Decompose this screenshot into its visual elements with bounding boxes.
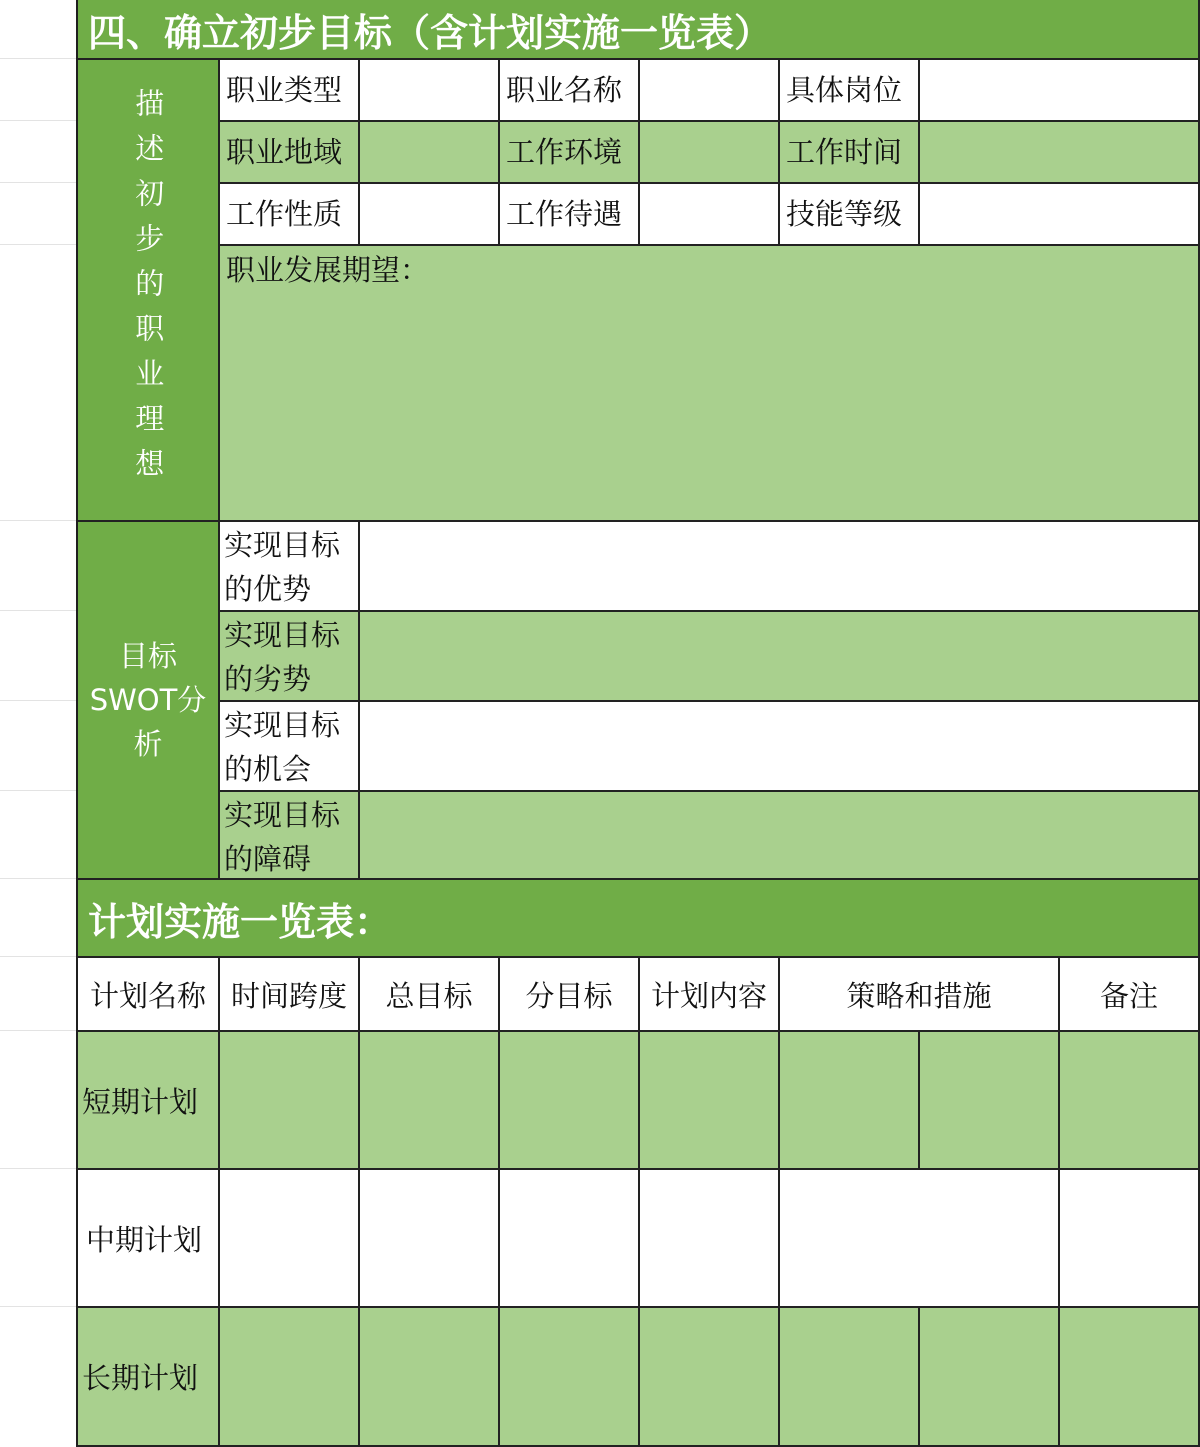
header-time-span[interactable]: 时间跨度 [220, 958, 360, 1032]
row-gridline [0, 244, 78, 245]
swot-weaknesses-label[interactable] [220, 612, 360, 702]
header-overall-goal[interactable]: 总目标 [360, 958, 500, 1032]
swot-strengths-input[interactable] [360, 522, 1200, 612]
career-ideal-group-label[interactable] [78, 60, 220, 522]
career-expectation-cell[interactable] [220, 246, 1200, 522]
row-gridline [0, 610, 78, 611]
label-skill-level[interactable]: 技能等级 [780, 184, 920, 246]
long-term-plan-content[interactable] [640, 1308, 780, 1447]
short-term-time-span[interactable] [220, 1032, 360, 1170]
row-gridline [0, 956, 78, 957]
swot-weaknesses-input[interactable] [360, 612, 1200, 702]
swot-opportunities-input[interactable] [360, 702, 1200, 792]
row-short-term-label[interactable]: 短期计划 [78, 1032, 220, 1170]
label-work-nature[interactable]: 工作性质 [220, 184, 360, 246]
header-plan-name[interactable]: 计划名称 [78, 958, 220, 1032]
swot-label-line1: 目标 [118, 639, 177, 673]
row-mid-term-label[interactable]: 中期计划 [78, 1170, 220, 1308]
short-term-remarks[interactable] [1060, 1032, 1200, 1170]
long-term-overall-goal[interactable] [360, 1308, 500, 1447]
mid-term-time-span[interactable] [220, 1170, 360, 1308]
long-term-sub-goal[interactable] [500, 1308, 640, 1447]
label-work-environment[interactable]: 工作环境 [500, 122, 640, 184]
swot-group-label[interactable] [78, 522, 220, 880]
input-compensation[interactable] [640, 184, 780, 246]
row-gridline [0, 700, 78, 701]
input-work-time[interactable] [920, 122, 1200, 184]
long-term-strategy-b[interactable] [920, 1308, 1060, 1447]
swot-strengths-line2: 的优势 [224, 572, 312, 606]
header-plan-content[interactable]: 计划内容 [640, 958, 780, 1032]
row-gridline [0, 182, 78, 183]
short-term-overall-goal[interactable] [360, 1032, 500, 1170]
label-career-name[interactable]: 职业名称 [500, 60, 640, 122]
swot-label-line2: SWOT分 [89, 683, 207, 717]
row-gridline [0, 1030, 78, 1031]
swot-label-line3: 析 [133, 727, 163, 761]
header-strategies[interactable]: 策略和措施 [780, 958, 1060, 1032]
swot-strengths-line1: 实现目标 [224, 528, 341, 562]
input-position[interactable] [920, 60, 1200, 122]
row-gridline [0, 120, 78, 121]
mid-term-sub-goal[interactable] [500, 1170, 640, 1308]
mid-term-overall-goal[interactable] [360, 1170, 500, 1308]
input-career-type[interactable] [360, 60, 500, 122]
short-term-strategy-b[interactable] [920, 1032, 1060, 1170]
swot-opportunities-line1: 实现目标 [224, 708, 341, 742]
row-gridline [0, 1168, 78, 1169]
mid-term-remarks[interactable] [1060, 1170, 1200, 1308]
row-long-term-label[interactable]: 长期计划 [78, 1308, 220, 1447]
row-gridline [0, 878, 78, 879]
short-term-sub-goal[interactable] [500, 1032, 640, 1170]
long-term-time-span[interactable] [220, 1308, 360, 1447]
row-gridline [0, 1306, 78, 1307]
swot-threats-line2: 的障碍 [224, 842, 312, 876]
career-expectation-label: 职业发展期望： [226, 253, 430, 287]
row-gridline [0, 58, 78, 59]
input-career-name[interactable] [640, 60, 780, 122]
row-gridline [0, 790, 78, 791]
section-title[interactable]: 四、确立初步目标（含计划实施一览表） [78, 0, 1200, 60]
input-career-region[interactable] [360, 122, 500, 184]
header-sub-goal[interactable]: 分目标 [500, 958, 640, 1032]
career-ideal-group-text: 描述初步的职业理想 [131, 87, 166, 493]
short-term-strategy-a[interactable] [780, 1032, 920, 1170]
swot-opportunities-label[interactable] [220, 702, 360, 792]
label-career-region[interactable]: 职业地域 [220, 122, 360, 184]
input-work-nature[interactable] [360, 184, 500, 246]
label-career-type[interactable]: 职业类型 [220, 60, 360, 122]
input-work-environment[interactable] [640, 122, 780, 184]
header-remarks[interactable]: 备注 [1060, 958, 1200, 1032]
swot-weaknesses-line2: 的劣势 [224, 662, 312, 696]
plan-table-title[interactable]: 计划实施一览表： [78, 880, 1200, 958]
mid-term-plan-content[interactable] [640, 1170, 780, 1308]
swot-threats-line1: 实现目标 [224, 798, 341, 832]
short-term-plan-content[interactable] [640, 1032, 780, 1170]
swot-strengths-label[interactable] [220, 522, 360, 612]
mid-term-strategies[interactable] [780, 1170, 1060, 1308]
swot-opportunities-line2: 的机会 [224, 752, 312, 786]
input-skill-level[interactable] [920, 184, 1200, 246]
label-position[interactable]: 具体岗位 [780, 60, 920, 122]
long-term-remarks[interactable] [1060, 1308, 1200, 1447]
swot-weaknesses-line1: 实现目标 [224, 618, 341, 652]
swot-threats-label[interactable] [220, 792, 360, 880]
row-gridline [0, 520, 78, 521]
long-term-strategy-a[interactable] [780, 1308, 920, 1447]
label-work-time[interactable]: 工作时间 [780, 122, 920, 184]
swot-threats-input[interactable] [360, 792, 1200, 880]
label-compensation[interactable]: 工作待遇 [500, 184, 640, 246]
